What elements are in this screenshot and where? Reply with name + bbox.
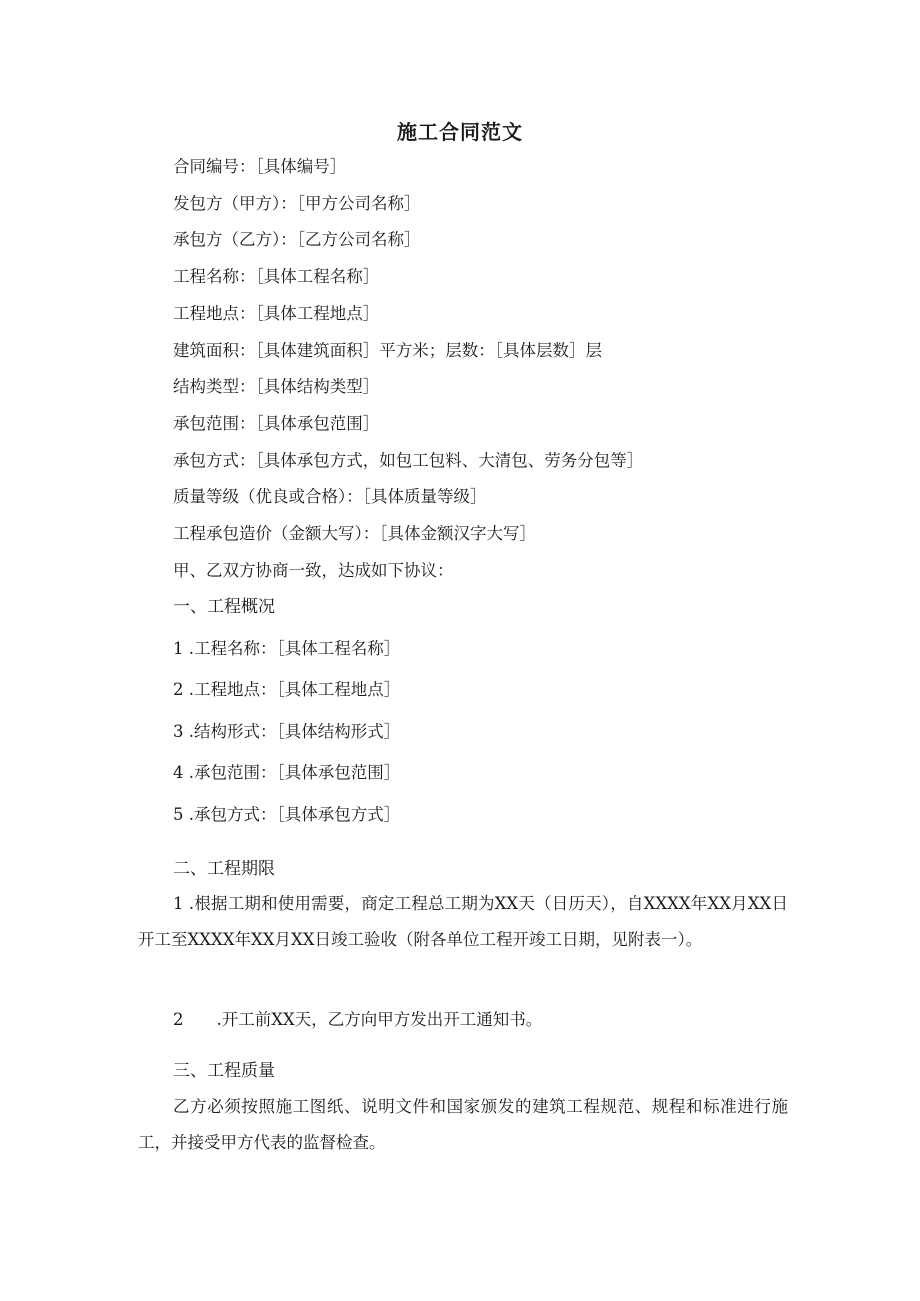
section3-heading: 三、工程质量 [173,1061,275,1081]
agreement-statement: 甲、乙双方协商一致，达成如下协议： [173,561,454,580]
contract-number-field: 合同编号：［具体编号］ [173,157,347,176]
section1-item: 5 .承包方式：［具体承包方式］ [173,805,401,824]
section1-item: 3 .结构形式：［具体结构形式］ [173,722,401,741]
section2-paragraph-2: 2 .开工前XX天，乙方向甲方发出开工通知书。 [173,1010,543,1029]
party-a-field: 发包方（甲方）：［甲方公司名称］ [173,194,421,213]
contract-method-field: 承包方式：［具体承包方式，如包工包料、大清包、劳务分包等］ [173,451,644,470]
contract-scope-field: 承包范围：［具体承包范围］ [173,414,380,433]
contract-price-field: 工程承包造价（金额大写）：［具体金额汉字大写］ [173,524,536,543]
quality-grade-field: 质量等级（优良或合格）：［具体质量等级］ [173,487,487,506]
party-b-field: 承包方（乙方）：［乙方公司名称］ [173,230,421,249]
section3-paragraph: 乙方必须按照施工图纸、说明文件和国家颁发的建筑工程规范、规程和标准进行施工，并接受甲方代表的监督检查。 [138,1097,788,1152]
project-location-field: 工程地点：［具体工程地点］ [173,304,380,323]
section1-item: 1 .工程名称：［具体工程名称］ [173,639,401,658]
section1-item: 2 .工程地点：［具体工程地点］ [173,680,401,699]
project-name-field: 工程名称：［具体工程名称］ [173,267,380,286]
section2-heading: 二、工程期限 [173,859,275,879]
document-title: 施工合同范文 [397,120,523,144]
building-area-field: 建筑面积：［具体建筑面积］平方米；层数：［具体层数］层 [173,341,602,360]
section2-paragraph-1: 1 .根据工期和使用需要，商定工程总工期为XX天（日历天），自XXXX年XX月XX日开工至XXXX年XX月XX日竣工验收（附各单位工程开竣工日期，见附表一）。 [138,894,788,949]
section1-heading: 一、工程概况 [173,597,275,617]
section1-item: 4 .承包范围：［具体承包范围］ [173,763,401,782]
structure-type-field: 结构类型：［具体结构类型］ [173,377,380,396]
